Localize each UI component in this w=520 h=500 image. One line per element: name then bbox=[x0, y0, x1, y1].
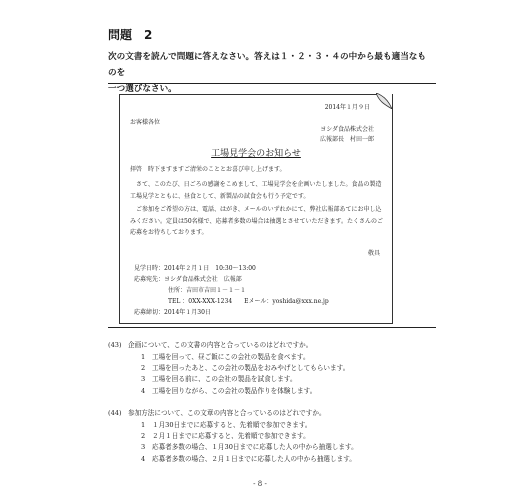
answer-option[interactable] bbox=[141, 431, 448, 442]
detail-contact: 応募宛先：ヨシダ食品株式会社 広報部 bbox=[134, 276, 242, 283]
answer-option[interactable] bbox=[141, 454, 448, 465]
problem-heading bbox=[108, 26, 152, 43]
notice-greeting: 拝啓 時下ますますご清栄のこととお喜び申し上げます。 bbox=[130, 166, 286, 173]
answer-options bbox=[108, 352, 448, 397]
page-curl-icon bbox=[376, 93, 392, 109]
notice-details bbox=[134, 263, 329, 318]
instructions bbox=[108, 49, 428, 97]
answer-option[interactable] bbox=[141, 363, 448, 374]
option-number: 1 bbox=[141, 353, 146, 361]
option-number: 3 bbox=[141, 443, 146, 452]
detail-address: 住所：吉田市吉田１－１－１ bbox=[168, 287, 247, 294]
notice-addressee: お客様各位 bbox=[130, 119, 161, 126]
problem-label: 問題 bbox=[108, 28, 133, 42]
notice-document bbox=[119, 94, 393, 324]
question-text: 参加方法について、この文章の内容と合っているのはどれですか。 bbox=[128, 409, 326, 417]
notice-paragraph-1: さて、このたび、日ごろの感謝をこめまして、工場見学会を企画いたしました。食品の製造工場見学とともに、昼食として、新製品の試食会も行う予定です。 bbox=[130, 181, 382, 200]
instruction-line-2: 一つ選びなさい。 bbox=[108, 84, 177, 94]
top-divider bbox=[108, 83, 436, 84]
notice-body bbox=[130, 179, 384, 239]
answer-option[interactable] bbox=[141, 442, 448, 453]
option-text: １月30日までに応募すると、先着順で参加できます。 bbox=[152, 421, 312, 429]
option-number: 3 bbox=[141, 375, 146, 384]
detail-date: 見学日時：2014年２月１日 10:30～13:00 bbox=[134, 265, 256, 272]
option-number: 2 bbox=[141, 364, 146, 373]
notice-title bbox=[120, 149, 392, 159]
question-43 bbox=[108, 340, 448, 397]
question-number: (43) bbox=[108, 341, 122, 349]
detail-deadline: 応募締切：2014年１月30日 bbox=[134, 309, 211, 316]
answer-option[interactable] bbox=[141, 352, 448, 363]
answer-option[interactable] bbox=[141, 386, 448, 397]
notice-date: 2014年１月９日 bbox=[324, 104, 370, 111]
question-stem bbox=[108, 340, 448, 351]
option-text: 応募者多数の場合、１月30日までに応募した人の中から抽選します。 bbox=[152, 443, 358, 452]
detail-tel-email: TEL ：0XX-XXX-1234 Eメール：yoshida@xxx.ne.jp bbox=[168, 298, 329, 305]
option-text: 工場を回ったあと、この会社の製品をおみやげとしてもらいます。 bbox=[152, 364, 350, 373]
notice-sender: 広報部長 村田一郎 bbox=[319, 136, 374, 143]
option-text: 応募者多数の場合、２月１日までに応募した人の中から抽選します。 bbox=[152, 454, 356, 463]
answer-option[interactable] bbox=[141, 420, 448, 431]
option-number: 4 bbox=[141, 386, 146, 395]
notice-closing: 敬具 bbox=[367, 250, 380, 257]
answer-options bbox=[108, 420, 448, 465]
option-number: 2 bbox=[141, 432, 146, 441]
question-text: 企画について、この文書の内容と合っているのはどれですか。 bbox=[128, 341, 313, 349]
question-44 bbox=[108, 408, 448, 465]
option-text: 工場を回りながら、この会社の製品作りを体験します。 bbox=[152, 386, 317, 395]
option-text: ２月１日までに応募すると、先着順で参加できます。 bbox=[152, 432, 310, 441]
option-text: 工場を回って、昼ご飯にこの会社の製品を食べます。 bbox=[152, 353, 310, 361]
answer-option[interactable] bbox=[141, 374, 448, 385]
question-stem bbox=[108, 408, 448, 419]
option-text: 工場を回る前に、この会社の製品を試食します。 bbox=[152, 375, 297, 384]
notice-company: ヨシダ食品株式会社 bbox=[320, 126, 374, 133]
option-number: 1 bbox=[141, 421, 146, 429]
notice-paragraph-2: ご参加をご希望の方は、電話、はがき、メールのいずれかにて、弊社広報部あてにお申し込みください。定員は50名様で、応募者多数の場合は抽選とさせていただきます。たくさんのご応募をお待ちしております。 bbox=[130, 206, 384, 236]
bottom-divider bbox=[108, 327, 436, 328]
problem-number: 2 bbox=[144, 28, 153, 42]
instruction-line-1: 次の文書を読んで問題に答えなさい。答えは１・２・３・４の中から最も適当なものを bbox=[108, 52, 426, 78]
question-number: (44) bbox=[108, 409, 122, 417]
notice-title-text: 工場見学会のお知らせ bbox=[211, 149, 301, 159]
page-number: - 8 - bbox=[253, 480, 267, 488]
option-number: 4 bbox=[141, 454, 146, 463]
